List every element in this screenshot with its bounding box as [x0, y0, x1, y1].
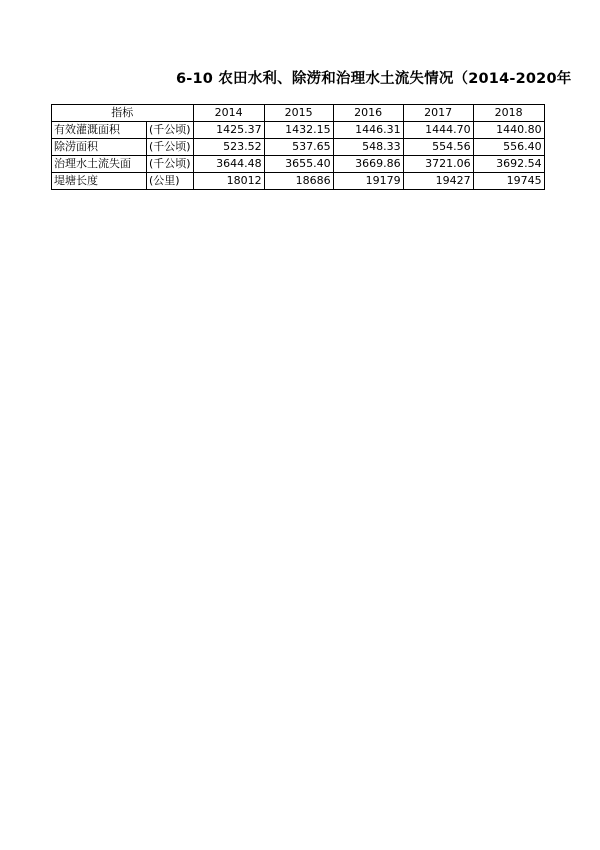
value-cell: 523.52 — [193, 139, 264, 156]
value-cell: 3655.40 — [264, 156, 333, 173]
header-row — [52, 105, 545, 122]
value-cell: 19179 — [333, 173, 403, 190]
row-name: 堤塘长度 — [52, 173, 147, 190]
row-name: 治理水土流失面 — [52, 156, 147, 173]
value-cell: 19745 — [473, 173, 544, 190]
value-cell: 537.65 — [264, 139, 333, 156]
value-cell: 1444.70 — [403, 122, 473, 139]
value-cell: 18686 — [264, 173, 333, 190]
value-cell: 556.40 — [473, 139, 544, 156]
table-row — [52, 139, 545, 156]
value-cell: 1440.80 — [473, 122, 544, 139]
row-unit: (千公顷) — [147, 122, 194, 139]
value-cell: 548.33 — [333, 139, 403, 156]
value-cell: 19427 — [403, 173, 473, 190]
row-unit: (公里) — [147, 173, 194, 190]
value-cell: 554.56 — [403, 139, 473, 156]
value-cell: 18012 — [193, 173, 264, 190]
year-header: 2017 — [403, 105, 473, 122]
value-cell: 3721.06 — [403, 156, 473, 173]
table-title: 6-10 农田水利、除涝和治理水土流失情况（2014-2020年 — [176, 71, 572, 87]
data-table — [51, 104, 545, 190]
value-cell: 1425.37 — [193, 122, 264, 139]
indicator-header: 指标 — [52, 105, 194, 122]
year-header: 2016 — [333, 105, 403, 122]
table-row — [52, 122, 545, 139]
year-header: 2018 — [473, 105, 544, 122]
value-cell: 3692.54 — [473, 156, 544, 173]
value-cell: 1432.15 — [264, 122, 333, 139]
value-cell: 1446.31 — [333, 122, 403, 139]
table-row — [52, 173, 545, 190]
row-name: 除涝面积 — [52, 139, 147, 156]
row-unit: (千公顷) — [147, 156, 194, 173]
year-header: 2014 — [193, 105, 264, 122]
year-header: 2015 — [264, 105, 333, 122]
table-row — [52, 156, 545, 173]
row-name: 有效灌溉面积 — [52, 122, 147, 139]
row-unit: (千公顷) — [147, 139, 194, 156]
value-cell: 3644.48 — [193, 156, 264, 173]
value-cell: 3669.86 — [333, 156, 403, 173]
